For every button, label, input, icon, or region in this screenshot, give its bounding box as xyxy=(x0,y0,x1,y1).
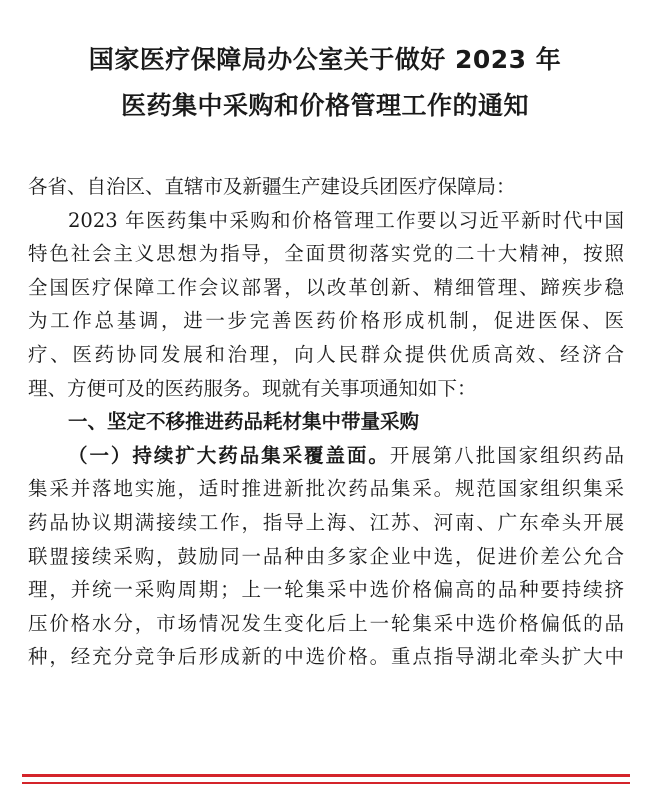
subsection-text: 开展第八批国家组织药品 xyxy=(389,443,624,467)
paragraph-line: 种，经充分竞争后形成新的中选价格。重点指导湖北牵头扩大中 xyxy=(28,645,624,669)
paragraph-line: 疗、医药协同发展和治理，向人民群众提供优质高效、经济合 xyxy=(28,342,624,366)
paragraph-line: 理，并统一采购周期；上一轮集采中选价格偏高的品种要持续挤 xyxy=(28,578,624,602)
paragraph-line: 联盟接续采购，鼓励同一品种由多家企业中选，促进价差公允合 xyxy=(28,544,624,568)
red-divider-thick xyxy=(22,774,630,777)
section-heading: 一、坚定不移推进药品耗材集中带量采购 xyxy=(68,410,420,434)
paragraph-line: 为工作总基调，进一步完善医药价格形成机制，促进医保、医 xyxy=(28,309,624,333)
paragraph-line: 药品协议期满接续工作，指导上海、江苏、河南、广东牵头开展 xyxy=(28,510,624,534)
paragraph-line: 特色社会主义思想为指导，全面贯彻落实党的二十大精神，按照 xyxy=(28,242,624,266)
document-title-line-1: 国家医疗保障局办公室关于做好 2023 年 xyxy=(88,45,562,74)
document-body xyxy=(28,170,624,674)
red-divider-thin xyxy=(22,782,630,784)
subsection-first-line xyxy=(28,439,624,473)
salutation: 各省、自治区、直辖市及新疆生产建设兵团医疗保障局： xyxy=(28,175,516,198)
paragraph-line: 压价格水分，市场情况发生变化后上一轮集采中选价格偏低的品 xyxy=(28,611,624,635)
paragraph-line: 集采并落地实施，适时推进新批次药品集采。规范国家组织集采 xyxy=(28,477,624,501)
paragraph-line: 理、方便可及的医药服务。现就有关事项通知如下： xyxy=(28,376,477,400)
paragraph-line: 2023 年医药集中采购和价格管理工作要以习近平新时代中国 xyxy=(68,208,624,232)
paragraph-line: 全国医疗保障工作会议部署，以改革创新、精细管理、蹄疾步稳 xyxy=(28,275,624,299)
document-title-line-2: 医药集中采购和价格管理工作的通知 xyxy=(120,91,529,120)
subsection-heading: （一）持续扩大药品集采覆盖面。 xyxy=(68,443,390,467)
